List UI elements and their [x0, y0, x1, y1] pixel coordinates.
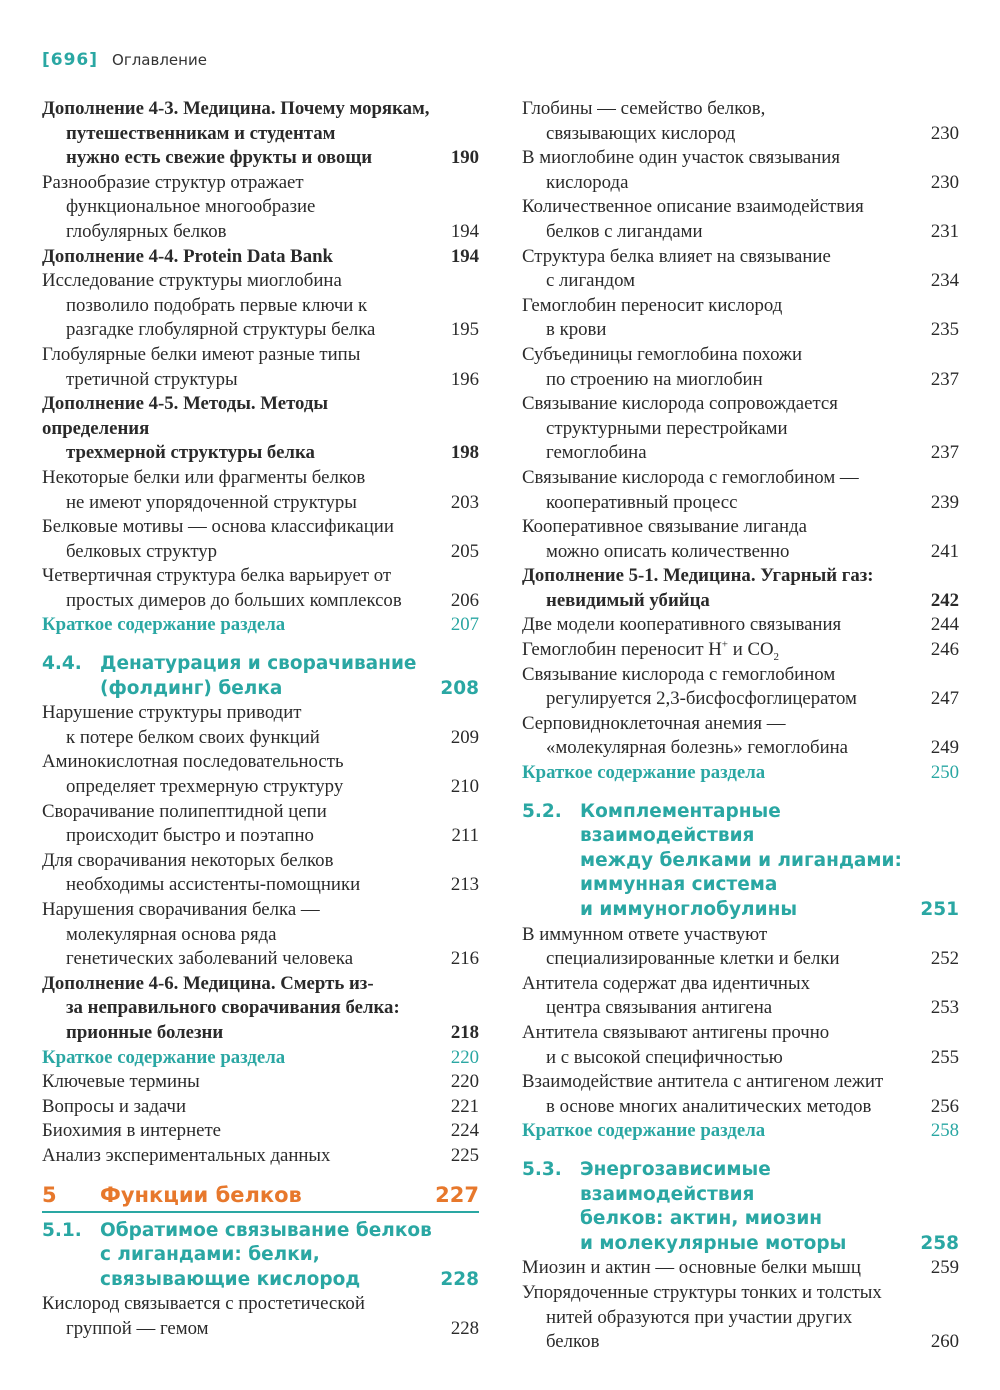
- chapter-title: Функции белков: [100, 1182, 302, 1207]
- toc-entry[interactable]: [522, 195, 959, 244]
- toc-entry[interactable]: [42, 972, 479, 1046]
- toc-entry[interactable]: [522, 392, 959, 466]
- toc-entry-title: Субъединицы гемоглобина похожи по строению на миоглобин: [522, 343, 803, 390]
- toc-entry[interactable]: [42, 343, 479, 392]
- toc-entry-title: Глобины — семейство белков, связывающих кислород: [522, 98, 766, 144]
- toc-page-number: 209: [450, 726, 479, 748]
- toc-page-number: 230: [930, 122, 959, 144]
- toc-page-number: 195: [450, 319, 479, 341]
- toc-page-number: 244: [930, 614, 959, 636]
- toc-entry[interactable]: [522, 97, 959, 146]
- toc-page-number: 252: [930, 948, 959, 970]
- toc-page-number: 242: [930, 589, 959, 611]
- toc-entry-title: В миоглобине один участок связывания кислорода: [522, 147, 840, 193]
- toc-page-number: 216: [450, 948, 479, 970]
- page-header: [42, 50, 207, 74]
- toc-page-number: 258: [930, 1120, 959, 1142]
- toc-entry[interactable]: [42, 515, 479, 564]
- toc-page-number: 218: [450, 1021, 479, 1043]
- toc-entry-title: Количественное описание взаимодействия белков с лигандами: [522, 196, 864, 242]
- toc-page-number: 260: [930, 1331, 959, 1353]
- toc-page-number: 194: [450, 245, 479, 267]
- toc-entry[interactable]: [522, 613, 959, 638]
- section-page: 208: [440, 677, 479, 699]
- toc-entry[interactable]: [522, 1070, 959, 1119]
- toc-chapter-heading[interactable]: [42, 1181, 479, 1213]
- toc-entry[interactable]: [42, 171, 479, 245]
- toc-entry-title: Вопросы и задачи: [42, 1095, 187, 1117]
- toc-entry[interactable]: [42, 898, 479, 972]
- section-number: 5.2.: [522, 800, 562, 822]
- toc-entry-title: Связывание кислорода с гемоглобином — кооперативный процесс: [522, 466, 859, 513]
- toc-page-number: 230: [930, 171, 959, 193]
- toc-entry-title: Исследование структуры миоглобина позволило подобрать первые ключи к разгадке глобулярной структуры белка: [42, 270, 376, 341]
- toc-section-heading[interactable]: [42, 652, 479, 701]
- toc-page-number: 213: [450, 874, 479, 896]
- toc-page-number: 203: [450, 491, 479, 513]
- toc-entry-title: Упорядоченные структуры тонких и толстых нитей образуются при участии других белков: [522, 1281, 882, 1353]
- toc-page-number: 256: [930, 1095, 959, 1117]
- toc-entry-title: В иммунном ответе участвуют специализированные клетки и белки: [522, 923, 840, 970]
- toc-page-number: 207: [450, 614, 479, 636]
- toc-entry[interactable]: [42, 1095, 479, 1120]
- toc-entry-title: Краткое содержание раздела: [522, 1120, 766, 1142]
- toc-entry-title: Краткое содержание раздела: [42, 614, 286, 636]
- toc-summary-entry[interactable]: [42, 1046, 479, 1071]
- toc-entry-title: Кооперативное связывание лиганда можно описать количественно: [522, 516, 807, 562]
- toc-entry[interactable]: [42, 1119, 479, 1144]
- toc-entry[interactable]: [42, 392, 479, 466]
- toc-page-number: 198: [450, 442, 479, 464]
- toc-page-number: 194: [450, 220, 479, 242]
- toc-entry[interactable]: [522, 1256, 959, 1281]
- section-title: Комплементарные взаимодействия между белками и лигандами: иммунная система и иммуноглобулины: [580, 800, 902, 920]
- toc-page-number: 190: [450, 147, 479, 169]
- toc-entry-title: Нарушения сворачивания белка — молекулярная основа ряда генетических заболеваний человека: [42, 899, 354, 970]
- toc-entry[interactable]: [522, 466, 959, 515]
- toc-entry-title: Миозин и актин — основные белки мышц: [522, 1257, 861, 1279]
- toc-entry-title: Антитела связывают антигены прочно и с высокой специфичностью: [522, 1021, 830, 1068]
- toc-entry[interactable]: [42, 466, 479, 515]
- section-page: 258: [920, 1232, 959, 1254]
- toc-left-column: [42, 97, 479, 1342]
- toc-summary-entry[interactable]: [42, 613, 479, 638]
- toc-entry-title: Серповидноклеточная анемия — «молекулярная болезнь» гемоглобина: [522, 712, 849, 759]
- toc-summary-entry[interactable]: [522, 761, 959, 786]
- toc-entry-title: Дополнение 4-5. Методы. Методы определения трехмерной структуры белка: [42, 393, 329, 464]
- toc-page-number: 196: [450, 368, 479, 390]
- toc-page-number: 250: [930, 762, 959, 784]
- toc-entry-title: Взаимодействие антитела с антигеном лежит в основе многих аналитических методов: [522, 1071, 884, 1117]
- toc-entry[interactable]: [522, 343, 959, 392]
- toc-page-number: 211: [451, 825, 479, 847]
- toc-entry-title: Две модели кооперативного связывания: [522, 614, 842, 636]
- toc-entry-title: Сворачивание полипептидной цепи происходит быстро и поэтапно: [42, 800, 327, 847]
- toc-page-number: 237: [930, 442, 959, 464]
- toc-page-number: 259: [930, 1257, 959, 1279]
- toc-entry-title: Структура белка влияет на связывание с лигандом: [522, 245, 831, 292]
- toc-entry[interactable]: [522, 515, 959, 564]
- toc-entry-title: Гемоглобин переносит кислород в крови: [522, 294, 783, 341]
- chapter-page: 227: [435, 1182, 479, 1207]
- toc-entry[interactable]: [522, 972, 959, 1021]
- toc-entry-title: Белковые мотивы — основа классификации белковых структур: [42, 516, 394, 562]
- toc-page-number: 239: [930, 491, 959, 513]
- toc-section-heading[interactable]: [42, 1219, 479, 1293]
- toc-page-number: 228: [450, 1317, 479, 1339]
- toc-entry-title: Аминокислотная последовательность определяет трехмерную структуру: [42, 751, 344, 798]
- toc-entry-title: Краткое содержание раздела: [42, 1046, 286, 1068]
- toc-entry[interactable]: [42, 97, 479, 171]
- toc-entry[interactable]: [522, 663, 959, 712]
- toc-entry[interactable]: [42, 564, 479, 613]
- toc-entry[interactable]: [42, 800, 479, 849]
- toc-entry[interactable]: [42, 701, 479, 750]
- toc-entry[interactable]: [522, 1021, 959, 1070]
- toc-entry[interactable]: [522, 245, 959, 294]
- toc-entry-formula[interactable]: Гемоглобин переносит H+ и $CO_2$ 246: [522, 638, 959, 663]
- toc-entry[interactable]: [522, 146, 959, 195]
- toc-page-number: 231: [930, 220, 959, 242]
- toc-entry[interactable]: [42, 1144, 479, 1169]
- toc-entry-title: Краткое содержание раздела: [522, 762, 766, 784]
- section-title: Обратимое связывание белков с лигандами: белки, связывающие кислород: [100, 1219, 432, 1290]
- section-number: 5.1.: [42, 1219, 82, 1241]
- toc-section-heading[interactable]: [522, 1158, 959, 1256]
- toc-entry-title: Кислород связывается с простетической группой — гемом: [42, 1293, 365, 1339]
- toc-entry-title: Дополнение 4-6. Медицина. Смерть из- за неправильного сворачивания белка: прионные болезни: [42, 972, 400, 1043]
- toc-entry-title: Нарушение структуры приводит к потере белком своих функций: [42, 702, 320, 748]
- toc-entry[interactable]: [42, 1292, 479, 1341]
- toc-page-number: 249: [930, 737, 959, 759]
- toc-entry-title: Разнообразие структур отражает функциональное многообразие глобулярных белков: [42, 171, 316, 242]
- toc-page-number: 253: [930, 997, 959, 1019]
- toc-page-number: 224: [450, 1120, 479, 1142]
- page-number: [696]: [42, 50, 99, 70]
- toc-page-number: 234: [930, 270, 959, 292]
- chapter-number: 5: [42, 1182, 57, 1207]
- toc-page-number: 220: [450, 1046, 479, 1068]
- toc-entry-title: Дополнение 5-1. Медицина. Угарный газ: невидимый убийца: [522, 565, 874, 611]
- toc-page-number: 241: [930, 540, 959, 562]
- toc-entry-title: Некоторые белки или фрагменты белков не имеют упорядоченной структуры: [42, 466, 366, 513]
- toc-entry[interactable]: [522, 294, 959, 343]
- section-title: Денатурация и сворачивание (фолдинг) белка: [100, 653, 417, 699]
- section-number: 4.4.: [42, 653, 82, 675]
- toc-right-column: [522, 97, 959, 1355]
- toc-entry-title: Связывание кислорода с гемоглобином регулируется 2,3-бисфосфоглицератом: [522, 663, 857, 710]
- toc-entry[interactable]: [42, 849, 479, 898]
- toc-entry-title: Ключевые термины: [42, 1071, 200, 1093]
- toc-page-number: 237: [930, 368, 959, 390]
- toc-entry-title: Анализ экспериментальных данных: [42, 1144, 331, 1166]
- section-title: Энергозависимые взаимодействия белков: актин, миозин и молекулярные моторы: [580, 1158, 847, 1254]
- toc-entry[interactable]: [42, 1070, 479, 1095]
- toc-entry[interactable]: [42, 245, 479, 270]
- toc-page-number: 225: [450, 1144, 479, 1166]
- toc-entry-title: Для сворачивания некоторых белков необходимы ассистенты-помощники: [42, 849, 361, 896]
- toc-page-number: 235: [930, 319, 959, 341]
- toc-page-number: 246: [930, 639, 959, 661]
- toc-entry-title: Дополнение 4-4. Protein Data Bank: [42, 245, 333, 267]
- toc-entry-title: Антитела содержат два идентичных центра связывания антигена: [522, 972, 810, 1019]
- toc-entry-title: Дополнение 4-3. Медицина. Почему морякам, путешественникам и студентам нужно есть свежие фрукты и овощи: [42, 98, 430, 169]
- section-page: 251: [920, 899, 959, 920]
- toc-page-number: 255: [930, 1046, 959, 1068]
- toc-entry[interactable]: [522, 1281, 959, 1355]
- toc-page-number: 205: [450, 540, 479, 562]
- toc-page-number: 221: [450, 1095, 479, 1117]
- toc-page-number: 247: [930, 688, 959, 710]
- running-title: Оглавление: [112, 51, 207, 69]
- toc-entry-title: Глобулярные белки имеют разные типы третичной структуры: [42, 343, 361, 390]
- toc-page-number: 206: [450, 589, 479, 611]
- toc-entry-title: Биохимия в интернете: [42, 1120, 221, 1142]
- toc-entry[interactable]: [42, 750, 479, 799]
- toc-page-number: 220: [450, 1071, 479, 1093]
- toc-entry-title: Четвертичная структура белка варьирует от простых димеров до больших комплексов: [42, 565, 402, 611]
- toc-entry[interactable]: [42, 269, 479, 343]
- toc-summary-entry[interactable]: [522, 1119, 959, 1144]
- toc-page-number: 210: [450, 776, 479, 798]
- toc-section-heading[interactable]: [522, 800, 959, 923]
- toc-entry[interactable]: [522, 712, 959, 761]
- toc-entry[interactable]: [522, 923, 959, 972]
- toc-entry[interactable]: [522, 564, 959, 613]
- section-number: 5.3.: [522, 1158, 562, 1180]
- toc-entry-title: Связывание кислорода сопровождается структурными перестройками гемоглобина: [522, 393, 838, 464]
- section-page: 228: [440, 1268, 479, 1290]
